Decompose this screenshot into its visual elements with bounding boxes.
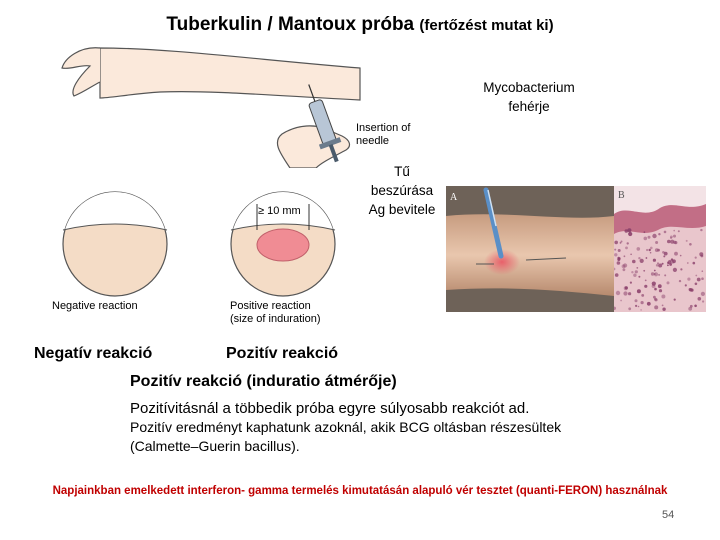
histology-nucleus (702, 270, 704, 272)
histology-nucleus (680, 255, 682, 257)
histology-nucleus (661, 295, 665, 299)
histology-nucleus (644, 285, 647, 288)
photo-histology (614, 186, 706, 312)
histology-nucleus (631, 271, 633, 273)
histology-nucleus (673, 235, 676, 238)
photo-label-a: A (450, 192, 458, 203)
histology-nucleus (667, 281, 670, 284)
histology-nucleus (687, 278, 690, 281)
histology-nucleus (689, 243, 692, 246)
histology-nucleus (654, 288, 657, 291)
histology-nucleus (615, 273, 619, 277)
histology-nucleus (625, 229, 629, 233)
histology-nucleus (674, 299, 676, 301)
histology-nucleus (641, 301, 644, 304)
histology-nucleus (680, 268, 682, 270)
needle-label-line3: Ag bevitele (368, 202, 436, 217)
histology-nucleus (623, 291, 627, 295)
body-text-line3: (Calmette–Guerin bacillus). (130, 438, 300, 454)
histology-nucleus (667, 264, 669, 266)
histology-nucleus (690, 305, 693, 308)
needle-label-line1: Tű (394, 164, 410, 179)
histology-nucleus (647, 302, 651, 306)
histology-nucleus (667, 240, 671, 244)
body-text-line2: Pozitív eredményt kaphatunk azoknál, akik BCG oltásban részesültek (130, 419, 562, 435)
histology-nucleus (697, 278, 701, 282)
histology-nucleus (652, 284, 656, 288)
histology-nucleus (670, 237, 672, 239)
title-subtitle: (fertőzést mutat ki) (419, 17, 554, 34)
histology-nucleus (673, 268, 677, 272)
histology-nucleus (657, 262, 659, 264)
positive-caption-line1: Positive reaction (230, 300, 311, 312)
histology-nucleus (627, 242, 629, 244)
histology-nucleus (622, 264, 626, 268)
histology-nucleus (653, 259, 656, 262)
arm-injection-illustration (60, 38, 380, 168)
histology-nucleus (658, 284, 662, 288)
histology-nucleus (663, 255, 665, 257)
histology-nucleus (701, 292, 705, 296)
histology-nucleus (699, 252, 703, 256)
forearm-shape (100, 48, 360, 100)
positive-caption (230, 300, 321, 326)
histology-nucleus (617, 257, 620, 260)
induration-heading: Pozitív reakció (induratio átmérője) (130, 373, 397, 390)
histology-nucleus (635, 270, 638, 273)
histology-nucleus (625, 247, 628, 250)
title-main: Tuberkulin / Mantoux próba (166, 14, 415, 35)
insertion-caption-line1: Insertion of (356, 122, 411, 134)
histology-nucleus (664, 274, 666, 276)
histology-nucleus (646, 257, 648, 259)
histology-nucleus (670, 240, 674, 244)
histology-nucleus (656, 264, 659, 267)
histology-nucleus (670, 260, 674, 264)
positive-caption-line2: (size of induration) (230, 313, 321, 325)
histology-nucleus (646, 249, 648, 251)
page-number: 54 (662, 509, 675, 521)
histology-nucleus (645, 280, 647, 282)
histology-nucleus (701, 277, 704, 280)
histology-nucleus (685, 284, 687, 286)
histology-nucleus (651, 272, 654, 275)
histology-nucleus (695, 283, 698, 286)
size-marker-label: ≥ 10 mm (258, 205, 301, 217)
histology-nucleus (614, 241, 618, 245)
histology-nucleus (693, 262, 696, 265)
histology-nucleus (636, 267, 638, 269)
histology-nucleus (654, 298, 657, 301)
histology-nucleus (686, 240, 688, 242)
histology-nucleus (617, 261, 621, 265)
mycobacterium-label-line2: fehérje (508, 99, 550, 114)
mycobacterium-label (462, 78, 596, 116)
histology-nucleus (644, 231, 646, 233)
histology-nucleus (638, 276, 640, 278)
histology-nucleus (635, 299, 638, 302)
histology-nucleus (650, 247, 653, 250)
negative-caption: Negative reaction (52, 300, 138, 312)
histology-nucleus (614, 249, 616, 251)
histology-nucleus (652, 234, 656, 238)
needle-label-line2: beszúrása (370, 183, 434, 198)
footer-note: Napjainkban emelkedett interferon- gamma termelés kimutatásán alapuló vér tesztet (quanti-FERON) használnak (52, 485, 668, 497)
body-text-line1: Pozitívitásnál a többedik próba egyre súlyosabb reakciót ad. (130, 400, 530, 417)
histology-nucleus (620, 300, 622, 302)
histology-nucleus (654, 273, 656, 275)
histology-nucleus (695, 257, 697, 259)
histology-nucleus (618, 249, 621, 252)
histology-nucleus (673, 230, 675, 232)
histology-nucleus (654, 305, 658, 309)
histology-nucleus (687, 262, 689, 264)
histology-nucleus (649, 249, 651, 251)
histology-nucleus (655, 241, 658, 244)
histology-nucleus (689, 288, 693, 292)
photo-label-b: B (618, 190, 625, 201)
histology-nucleus (633, 274, 636, 277)
histology-nucleus (702, 300, 704, 302)
histology-nucleus (694, 305, 697, 308)
histology-nucleus (628, 307, 631, 310)
histology-nucleus (628, 292, 631, 295)
histology-nucleus (662, 308, 665, 311)
histology-nucleus (658, 233, 660, 235)
histology-nucleus (616, 291, 620, 295)
histology-nucleus (679, 280, 681, 282)
histology-nucleus (698, 297, 702, 301)
histology-nucleus (637, 247, 641, 251)
histology-nucleus (654, 270, 656, 272)
positive-reaction-label: Pozitív reakció (226, 345, 339, 362)
histology-nucleus (637, 289, 641, 293)
needle-label (362, 162, 442, 219)
histology-nucleus (638, 306, 640, 308)
histology-nucleus (641, 294, 644, 297)
histology-nucleus (662, 305, 664, 307)
histology-nucleus (623, 268, 626, 271)
mycobacterium-label-line1: Mycobacterium (483, 80, 575, 95)
histology-nucleus (658, 264, 662, 268)
histology-nucleus (638, 257, 640, 259)
insertion-caption-line2: needle (356, 135, 390, 147)
body-text (130, 399, 561, 456)
histology-nucleus (695, 275, 697, 277)
histology-nucleus (655, 248, 659, 252)
induration-spot (257, 229, 309, 261)
histology-nucleus (640, 309, 642, 311)
insertion-caption (356, 122, 410, 148)
histology-nucleus (650, 252, 652, 254)
histology-nucleus (624, 255, 626, 257)
slide-title (0, 14, 720, 36)
histology-nucleus (629, 232, 631, 234)
negative-reaction-label: Negatív reakció (34, 345, 153, 362)
histology-nucleus (635, 305, 637, 307)
histology-nucleus (630, 282, 632, 284)
histology-nucleus (664, 231, 667, 234)
photo-arm-injection (446, 186, 614, 312)
histology-nucleus (625, 286, 628, 289)
histology-nucleus (632, 260, 636, 264)
histology-nucleus (664, 252, 668, 256)
upper-hand-shape (62, 48, 100, 96)
histology-nucleus (674, 252, 678, 256)
histology-nucleus (614, 253, 617, 256)
histology-nucleus (659, 289, 662, 292)
histology-nucleus (627, 228, 631, 232)
negative-reaction-diagram (30, 190, 200, 298)
histology-nucleus (620, 242, 622, 244)
histology-nucleus (630, 254, 632, 256)
histology-nucleus (640, 259, 644, 263)
histology-nucleus (644, 237, 648, 241)
histology-nucleus (662, 263, 664, 265)
histology-nucleus (678, 230, 680, 232)
histology-nucleus (658, 274, 660, 276)
histology-nucleus (643, 270, 645, 272)
lower-hand-shape (277, 126, 349, 168)
histology-nucleus (700, 229, 702, 231)
histology-nucleus (648, 236, 651, 239)
